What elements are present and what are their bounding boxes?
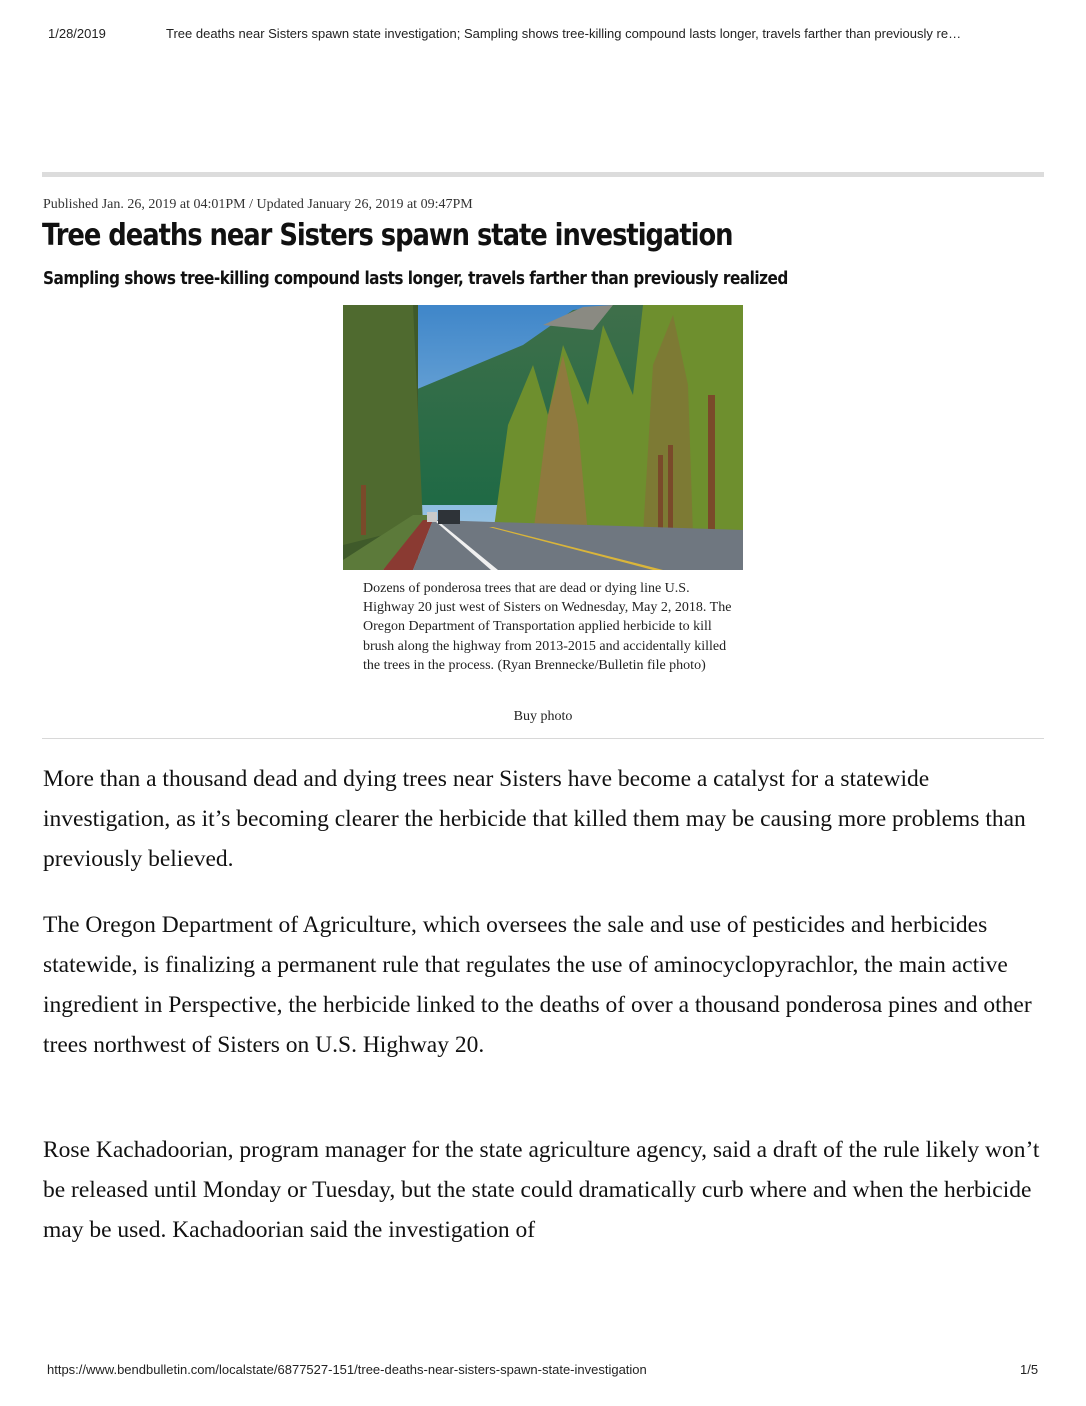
page-number: 1/5 [1020, 1362, 1039, 1377]
print-date: 1/28/2019 [48, 26, 106, 41]
article-paragraph: The Oregon Department of Agriculture, which oversees the sale and use of pesticides and herbicides statewide, is finalizing a permanent rule that regulates the use of aminocyclopyrachlor, the main active ingredient in Perspective, the herbicide linked to the deaths of over a thousand ponderosa pines and other trees northwest of Sisters on U.S. Highway 20. [43, 912, 1032, 1058]
buy-photo-link[interactable]: Buy photo [513, 709, 573, 724]
article-subhead: Sampling shows tree-killing compound lasts longer, travels farther than previously realized [43, 268, 788, 289]
highway-trees-photo [343, 305, 743, 570]
article-paragraph: Rose Kachadoorian, program manager for the state agriculture agency, said a draft of the rule likely won’t be released until Monday or Tuesday, but the state could dramatically curb where and when the herbicide may be used. Kachadoorian said the investigation of [43, 1137, 1040, 1243]
print-page-title: Tree deaths near Sisters spawn state investigation; Sampling shows tree-killing compound lasts longer, travels farther than previously re… [166, 26, 962, 41]
page-url: https://www.bendbulletin.com/localstate/6877527-151/tree-deaths-near-sisters-spawn-state-investigation [47, 1362, 647, 1377]
article-headline: Tree deaths near Sisters spawn state investigation [42, 218, 733, 253]
article-paragraph: More than a thousand dead and dying trees near Sisters have become a catalyst for a statewide investigation, as it’s becoming clearer the herbicide that killed them may be causing more problems than previously believed. [43, 766, 1026, 872]
content-divider [42, 738, 1044, 739]
publish-meta: Published Jan. 26, 2019 at 04:01PM / Updated January 26, 2019 at 09:47PM [43, 197, 473, 212]
photo-caption: Dozens of ponderosa trees that are dead or dying line U.S. Highway 20 just west of Sisters on Wednesday, May 2, 2018. The Oregon Department of Transportation applied herbicide to kill brush along the highway from 2013-2015 and accidentally killed the trees in the process. (Ryan Brennecke/Bulletin file photo) [363, 581, 732, 673]
article-photo[interactable] [343, 305, 743, 570]
top-divider-bar [42, 172, 1044, 177]
